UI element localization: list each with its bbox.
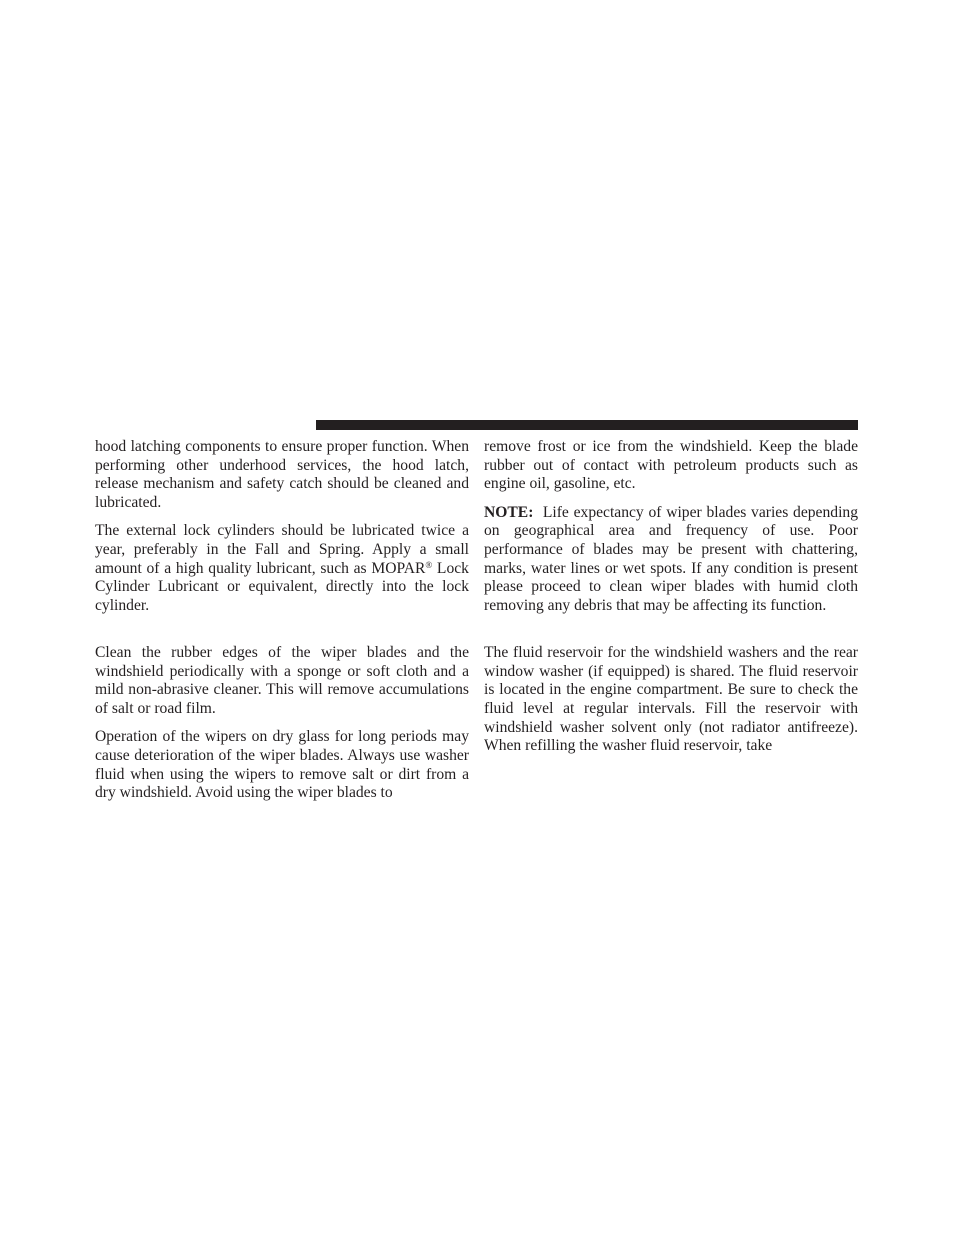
note-paragraph xyxy=(484,503,862,616)
wiper-operation-paragraph: Operation of the wipers on dry glass for long periods may cause deterioration of the wiper blades. Always use washer fluid when using the wipers to remove salt or dirt from a dry windshield. Avoid using the wiper blades to xyxy=(95,728,469,802)
registered-mark: ® xyxy=(425,559,433,570)
frost-paragraph: remove frost or ice from the windshield. Keep the blade rubber out of contact with petroleum products such as engine oil, gasoline, etc. xyxy=(484,438,858,493)
left-column xyxy=(95,438,469,803)
note-label: NOTE: xyxy=(484,503,534,521)
note-text: Life expectancy of wiper blades varies depending on geographical area and frequency of use. Poor performance of blades may be present with chattering, marks, water lines or wet spots. If any condition is present please proceed to clean wiper blades with humid cloth removing any debris that may be affecting its function. xyxy=(484,503,862,615)
hood-latch-paragraph: hood latching components to ensure proper function. When performing other underhood services, the hood latch, release mechanism and safety catch should be cleaned and lubricated. xyxy=(95,438,469,512)
washer-fluid-paragraph: The fluid reservoir for the windshield washers and the rear window washer (if equipped) is shared. The fluid reservoir is located in the engine compartment. Be sure to check the fluid level at regular intervals. Fill the reservoir with windshield washer solvent only (not radiator antifreeze). When refilling the washer fluid reservoir, take xyxy=(484,643,858,755)
lock-cylinder-text-b: Lock Cylinder Lubricant or equivalent, directly into the lock cylinder. xyxy=(95,559,469,615)
lock-cylinder-text-a: The external lock cylinders should be lubricated twice a year, preferably in the Fall and Spring. Apply a small amount of a high quality lubricant, such as MOPAR xyxy=(95,522,469,577)
lock-cylinder-paragraph xyxy=(95,522,469,616)
right-column xyxy=(484,438,862,756)
header-rule xyxy=(316,420,858,430)
wiper-cleaning-paragraph: Clean the rubber edges of the wiper blades and the windshield periodically with a sponge or soft cloth and a mild non-abrasive cleaner. This will remove accumulations of salt or road film. xyxy=(95,643,469,717)
